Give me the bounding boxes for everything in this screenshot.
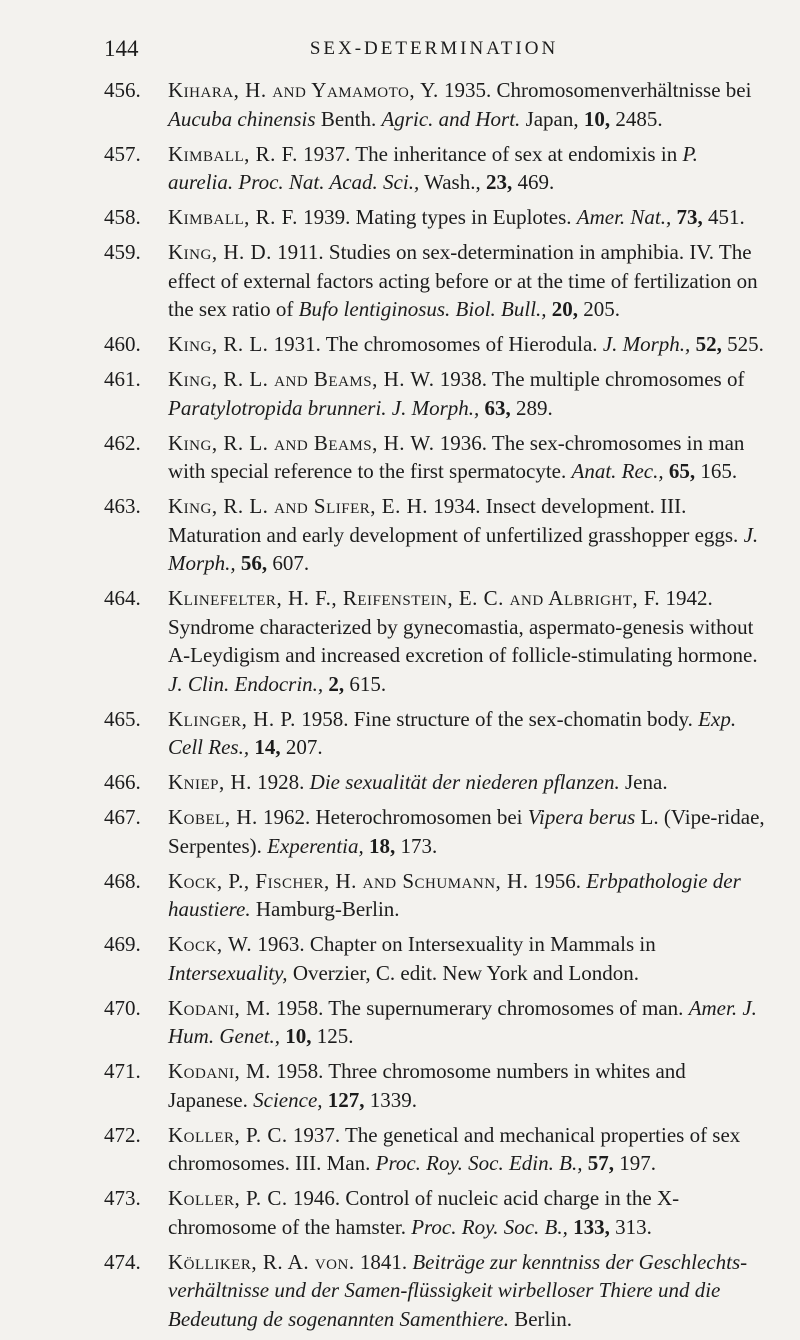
reference-entry [104,492,768,578]
reference-segment: 1956. [528,868,587,893]
reference-segment: 1962. Heterochromosomen bei [257,805,528,829]
reference-text [168,1250,747,1331]
reference-number: 458. [104,205,141,229]
reference-text [168,78,751,131]
reference-segment: Hamburg-Berlin. [250,897,400,921]
reference-segment: 1339. [364,1087,418,1112]
reference-italic: Vipera berus [527,805,636,829]
reference-number: 472. [104,1122,141,1147]
reference-number: 456. [104,78,141,102]
reference-text [168,494,758,575]
reference-italic: Exp. Cell Res., [168,706,737,759]
reference-number: 474. [104,1249,141,1274]
reference-volume: 65, [668,459,696,483]
reference-entry [104,140,768,197]
reference-number: 471. [104,1059,141,1083]
reference-number: 464. [104,586,141,610]
reference-segment: 1935. Chromosomenverhältnisse bei [438,78,752,102]
reference-number: 460. [104,332,141,356]
running-head: SEX-DETERMINATION [309,38,559,59]
reference-italic: Experentia, [267,833,364,858]
reference-entry [104,867,768,924]
reference-segment: 1942. Syndrome characterized by gynecomastia, aspermato-genesis without A-Leydigism and increased excretion of follicle-stimulating hormone. [168,586,758,667]
reference-italic: Paratylotropida brunneri. J. Morph., [168,395,480,420]
reference-segment: Benth. [315,106,382,131]
reference-authors: Kock, W. [168,932,253,956]
reference-text [168,869,741,922]
reference-segment: Japan, [520,106,584,131]
reference-authors: Kobel, H. [168,805,258,829]
reference-authors: Koller, P. C. [168,1122,288,1147]
reference-text [168,770,668,794]
reference-segment: 289. [510,395,553,420]
reference-segment: 1928. [251,770,310,794]
reference-number: 462. [104,430,141,455]
reference-volume: 56, [240,551,268,575]
reference-authors: Kniep, H. [168,770,252,794]
reference-segment: 1938. The multiple chromosomes of [434,367,745,391]
reference-text [168,586,758,696]
reference-entry [104,1057,768,1114]
reference-entry [104,76,768,133]
reference-segment: 1937. The inheritance of sex at endomixis in [297,141,683,166]
reference-entry [104,930,768,987]
reference-text [168,1059,686,1112]
reference-authors: Kihara, H. and Yamamoto, Y. [168,78,439,102]
reference-authors: King, R. L. and Beams, H. W. [168,367,435,391]
reference-number: 470. [104,995,141,1020]
reference-segment: Overzier, C. edit. New York and London. [287,960,639,985]
reference-segment: 1958. Fine structure of the sex-chomatin body. [295,706,699,731]
reference-italic: Aucuba chinensis [168,106,316,131]
page-header [104,36,764,70]
reference-entry [104,365,768,422]
reference-italic: J. Morph., [168,522,759,575]
reference-entry [104,705,768,762]
reference-authors: Klinger, H. P. [168,706,296,731]
reference-entry [104,238,768,324]
reference-list [104,76,768,1340]
reference-authors: Klinefelter, H. F., Reifenstein, E. C. and Albright, F. [168,586,661,610]
reference-segment: 1937. The genetical and mechanical properties of sex chromosomes. III. Man. [168,1122,741,1175]
reference-volume: 57, [587,1151,614,1175]
reference-segment: 207. [280,735,323,759]
reference-segment: 469. [512,170,555,194]
reference-italic: Agric. and Hort. [381,106,521,131]
reference-segment: 1946. Control of nucleic acid charge in the X-chromosome of the hamster. [168,1186,680,1239]
reference-text [168,367,744,420]
reference-italic: Anat. Rec., [571,459,664,483]
reference-segment: 1939. Mating types in Euplotes. [297,205,577,229]
reference-authors: Kölliker, R. A. von. [168,1249,355,1274]
reference-authors: King, R. L. [168,332,269,356]
reference-segment: 1931. The chromosomes of Hierodula. [268,332,603,356]
reference-text [168,431,744,484]
reference-text [168,1123,740,1176]
reference-text [168,932,656,985]
reference-number: 461. [104,367,141,391]
reference-segment: 1963. Chapter on Intersexuality in Mammals in [252,932,656,956]
reference-entry [104,203,768,232]
reference-italic: Proc. Roy. Soc. B., [411,1214,568,1239]
reference-segment: 615. [344,671,387,696]
reference-segment: L. (Vipe-ridae, Serpentes). [168,805,765,858]
reference-volume: 10, [285,1024,312,1048]
reference-segment: 125. [311,1024,354,1048]
reference-entry [104,429,768,486]
reference-number: 465. [104,706,141,731]
reference-italic: Beiträge zur kenntniss der Geschlechts-verhältnisse und der Samen-flüssigkeit wirbelloser Thiere und die Bedeutung de sogenannten Samenthiere. [168,1249,748,1331]
reference-volume: 63, [484,395,511,420]
reference-segment: 313. [609,1214,652,1239]
reference-number: 468. [104,868,141,893]
reference-number: 473. [104,1186,141,1210]
reference-authors: Kodani, M. [168,1059,271,1083]
reference-segment: Wash., [419,170,486,194]
reference-segment: 165. [695,459,738,483]
reference-entry [104,994,768,1051]
reference-italic: Erbpathologie der haustiere. [168,868,741,921]
reference-entry [104,768,768,797]
reference-volume: 52, [695,332,722,356]
reference-segment: 1934. Insect development. III. Maturation and early development of unfertilized grasshopper eggs. [168,494,744,547]
reference-segment: 1958. The supernumerary chromosomes of man. [270,995,689,1020]
reference-segment: Berlin. [508,1306,572,1331]
reference-italic: P. aurelia. Proc. Nat. Acad. Sci., [168,141,698,194]
reference-volume: 2, [328,671,345,696]
reference-text [168,142,698,195]
reference-segment: 607. [267,551,310,575]
reference-authors: Kock, P., Fischer, H. and Schumann, H. [168,868,529,893]
reference-volume: 10, [583,106,611,131]
reference-authors: Kodani, M. [168,995,271,1020]
reference-text [168,805,765,858]
reference-entry [104,1184,768,1241]
reference-number: 459. [104,240,141,264]
reference-entry [104,584,768,698]
reference-volume: 127, [327,1087,365,1112]
reference-italic: Amer. Nat., [576,205,672,229]
reference-text [168,240,758,321]
reference-segment: 197. [613,1151,656,1175]
reference-segment: 1936. The sex-chromosomes in man with special reference to the first spermatocyte. [168,430,745,483]
reference-number: 457. [104,141,141,166]
reference-text [168,332,764,356]
reference-volume: 18, [369,833,396,858]
reference-italic: Bufo lentiginosus. Biol. Bull., [298,297,547,321]
reference-volume: 73, [676,205,703,229]
reference-text [168,205,745,229]
reference-segment: 1911. Studies on sex-determination in amphibia. IV. The effect of external factors acting before or at the time of fertilization on the sex ratio of [168,240,758,321]
reference-italic: Proc. Roy. Soc. Edin. B., [375,1151,583,1175]
reference-entry [104,330,768,359]
reference-authors: King, R. L. and Beams, H. W. [168,430,435,455]
reference-segment: 451. [702,205,745,229]
reference-segment: 1841. [354,1249,413,1274]
reference-authors: Koller, P. C. [168,1186,288,1210]
reference-italic: Science, [253,1087,323,1112]
reference-italic: J. Morph., [602,332,691,356]
reference-segment: 205. [578,297,621,321]
reference-number: 466. [104,770,141,794]
reference-volume: 14, [254,735,281,759]
page-number: 144 [104,36,139,61]
reference-number: 467. [104,805,141,829]
reference-text [168,1186,679,1239]
reference-entry [104,1248,768,1334]
reference-segment: Jena. [619,770,668,794]
reference-entry [104,803,768,860]
reference-authors: Kimball, R. F. [168,205,298,229]
reference-text [168,707,736,760]
reference-authors: King, R. L. and Slifer, E. H. [168,494,428,518]
reference-italic: Intersexuality, [168,960,288,985]
reference-segment: 173. [395,833,438,858]
reference-number: 463. [104,494,141,518]
reference-segment: 2485. [610,106,663,131]
reference-number: 469. [104,932,141,956]
reference-volume: 20, [551,297,579,321]
reference-italic: Die sexualität der niederen pflanzen. [309,770,620,794]
reference-authors: Kimball, R. F. [168,141,298,166]
reference-italic: Amer. J. Hum. Genet., [168,995,757,1048]
reference-segment: 525. [721,332,764,356]
reference-segment: 1958. Three chromosome numbers in whites and Japanese. [168,1059,686,1112]
reference-authors: King, H. D. [168,240,272,264]
reference-entry [104,1121,768,1178]
reference-italic: J. Clin. Endocrin., [168,671,324,696]
reference-volume: 23, [485,170,513,194]
reference-volume: 133, [573,1214,610,1239]
reference-text [168,996,757,1049]
